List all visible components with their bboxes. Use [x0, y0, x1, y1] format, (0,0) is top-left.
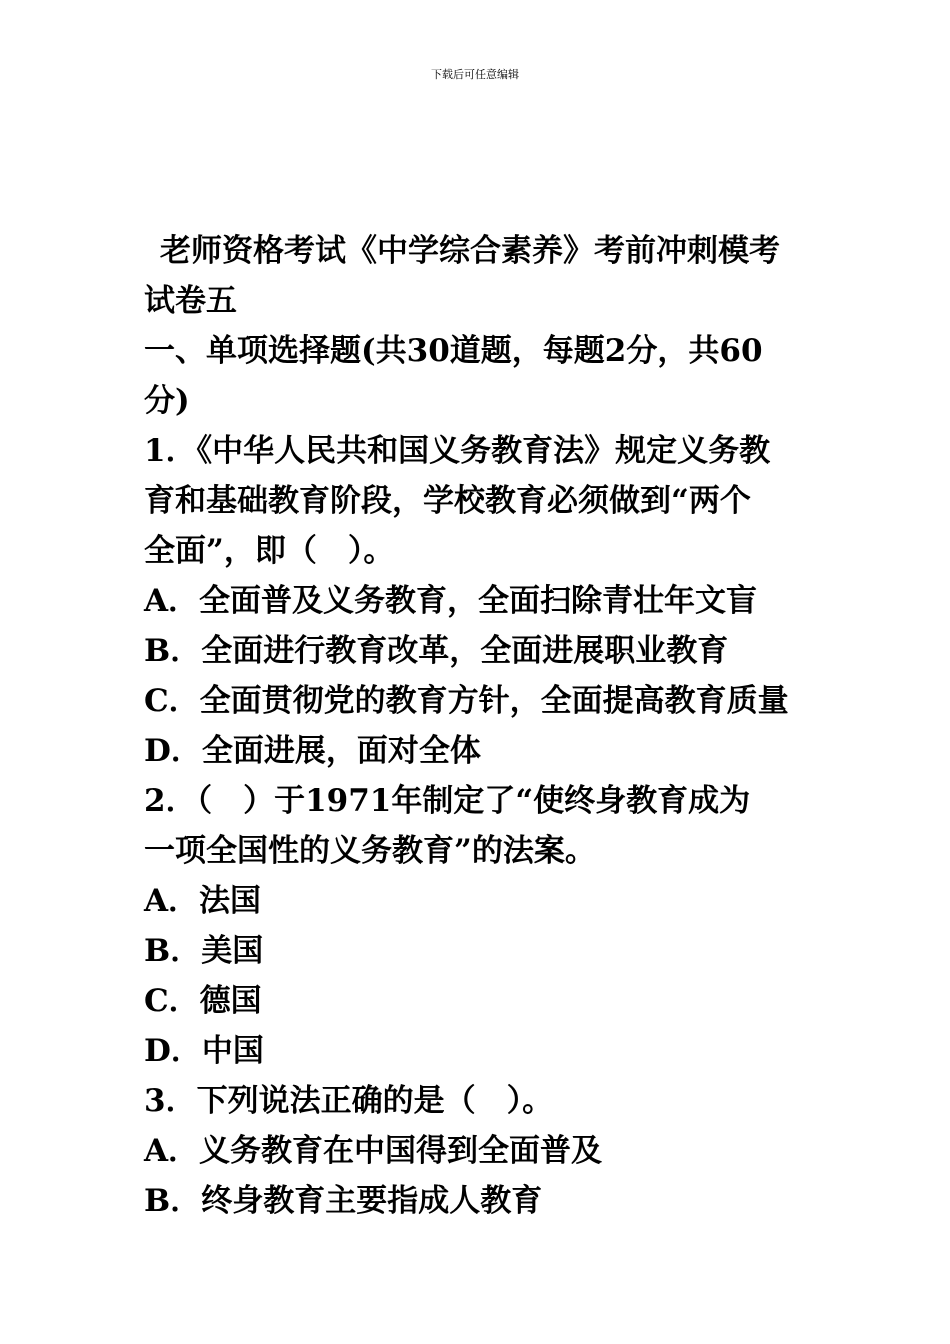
- question-1-option-d: D．全面进展，面对全体: [144, 733, 481, 769]
- question-2-option-d: D．中国: [144, 1033, 264, 1069]
- question-2-option-a: A．法国: [144, 883, 262, 919]
- document-body: [144, 226, 816, 1226]
- question-1-option-a: A．全面普及义务教育，全面扫除青壮年文盲: [144, 583, 758, 619]
- question-3-option-a: A．义务教育在中国得到全面普及: [144, 1133, 603, 1169]
- section-heading-line-2: 分): [144, 383, 190, 419]
- question-1-option-c: C．全面贯彻党的教育方针，全面提高教育质量: [144, 683, 789, 719]
- question-2-option-c: C．德国: [144, 983, 262, 1019]
- question-1-stem-line-3: 全面”，即（ ）。: [144, 533, 395, 569]
- question-2-stem-line-2: 一项全国性的义务教育”的法案。: [144, 833, 596, 869]
- question-2-option-b: B．美国: [144, 933, 264, 969]
- question-3-stem: 3．下列说法正确的是（ ）。: [144, 1083, 554, 1119]
- question-1-stem-line-1: 1．《中华人民共和国义务教育法》规定义务教: [144, 433, 771, 469]
- section-heading-line-1: 一、单项选择题(共30道题，每题2分，共60: [144, 333, 763, 369]
- header-note: 下载后可任意编辑: [431, 68, 519, 81]
- exam-title-line-1: 老师资格考试《中学综合素养》考前冲刺模考: [160, 233, 780, 269]
- exam-title-line-2: 试卷五: [144, 283, 237, 319]
- question-2-stem-line-1: 2．（ ）于1971年制定了“使终身教育成为: [144, 783, 751, 819]
- question-3-option-b: B．终身教育主要指成人教育: [144, 1183, 543, 1219]
- question-1-option-b: B．全面进行教育改革，全面进展职业教育: [144, 633, 729, 669]
- question-1-stem-line-2: 育和基础教育阶段，学校教育必须做到“两个: [144, 483, 751, 519]
